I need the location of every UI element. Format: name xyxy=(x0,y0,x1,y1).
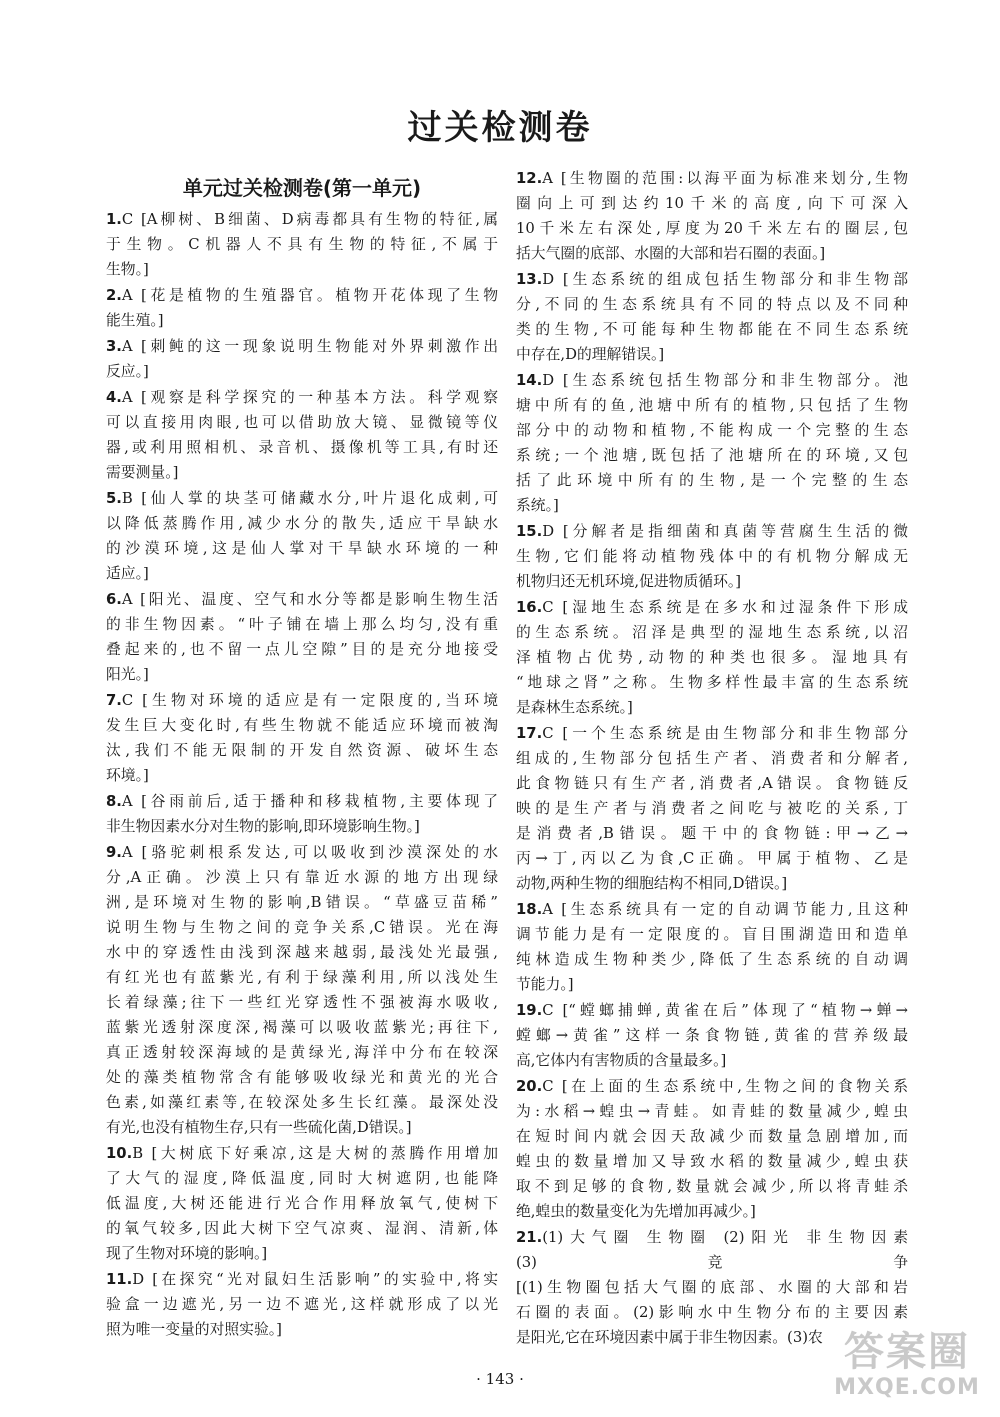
answer-line: 丙→丁,丙以乙为食,C正确。甲属于植物、乙是 xyxy=(516,850,908,867)
answer-line: 圈向上可到达约10千米的高度,向下可深入 xyxy=(516,195,908,212)
answer-number: 7. xyxy=(106,692,122,709)
answer-number: 2. xyxy=(106,287,122,304)
answer-line: 蝗虫的数量增加又导致水稻的数量减少,蝗虫获 xyxy=(516,1153,908,1170)
answer-item xyxy=(106,334,498,384)
answer-text: D [在探究“光对鼠妇生活影响”的实验中,将实 xyxy=(132,1271,498,1288)
answer-number: 18. xyxy=(516,901,543,918)
left-column xyxy=(106,160,498,1343)
answer-item xyxy=(516,1074,908,1224)
answer-item xyxy=(106,207,498,282)
answer-line: 螳螂→黄雀”这样一条食物链,黄雀的营养级最 xyxy=(516,1027,908,1044)
answer-text: A [生态系统具有一定的自动调节能力,且这种 xyxy=(542,901,908,918)
answer-first-line xyxy=(106,334,498,359)
answer-line: 在短时间内就会因天敌减少而数量急剧增加,而 xyxy=(516,1128,908,1145)
answer-line: 适应。] xyxy=(106,565,149,582)
answer-line: 中存在,D的理解错误。] xyxy=(516,346,665,363)
answer-text: A [花是植物的生殖器官。植物开花体现了生物 xyxy=(121,287,498,304)
section-title: 单元过关检测卷(第一单元) xyxy=(182,176,422,200)
answer-item xyxy=(516,721,908,896)
answer-line: 长着绿藻;往下一些红光穿透性不强被海水吸收, xyxy=(106,994,498,1011)
answer-number: 12. xyxy=(516,170,543,187)
answer-item xyxy=(516,998,908,1073)
answer-line: 验盒一边遮光,另一边不遮光,这样就形成了以光 xyxy=(106,1296,498,1313)
answer-line: 说明生物与生物之间的竞争关系,C错误。光在海 xyxy=(106,919,498,936)
answer-first-line xyxy=(516,595,908,620)
answer-line: 映的是生产者与消费者之间吃与被吃的关系,丁 xyxy=(516,800,908,817)
answer-first-line xyxy=(516,1074,908,1099)
page-title: 过关检测卷 xyxy=(407,108,593,148)
answer-text: A [生物圈的范围:以海平面为标准来划分,生物 xyxy=(542,170,908,187)
answer-first-line xyxy=(106,789,498,814)
answer-line: 动物,两种生物的细胞结构不相同,D错误。] xyxy=(516,875,788,892)
page-number: · 143 · xyxy=(476,1370,524,1388)
answer-item xyxy=(106,688,498,788)
answer-line: 取不到足够的食物,数量就会减少,所以将青蛙杀 xyxy=(516,1178,908,1195)
answer-text: A [阳光、温度、空气和水分等都是影响生物生活 xyxy=(121,591,498,608)
right-answer-list xyxy=(516,166,908,1350)
answer-first-line xyxy=(516,897,908,922)
answer-text: C [湿地生态系统是在多水和过湿条件下形成 xyxy=(542,599,908,616)
answer-line: 高,它体内有害物质的含量最多。] xyxy=(516,1052,727,1069)
answer-item xyxy=(516,267,908,367)
answer-first-line xyxy=(516,1225,908,1250)
answer-line: 阳光。] xyxy=(106,666,149,683)
answer-line: 低温度,大树还能进行光合作用释放氧气,使树下 xyxy=(106,1195,498,1212)
answer-number: 1. xyxy=(106,211,122,228)
answer-line: 了大气的湿度,降低温度,同时大树遮阴,也能降 xyxy=(106,1170,498,1187)
answer-first-line xyxy=(106,688,498,713)
answer-item xyxy=(106,840,498,1140)
answer-line: 是消费者,B错误。题干中的食物链:甲→乙→ xyxy=(516,825,908,842)
answer-line: 环境。] xyxy=(106,767,149,784)
answer-line: 分,A正确。沙漠上只有靠近水源的地方出现绿 xyxy=(106,869,498,886)
answer-line: 的沙漠环境,这是仙人掌对干旱缺水环境的一种 xyxy=(106,540,498,557)
answer-line: 生物。] xyxy=(106,261,149,278)
answer-number: 9. xyxy=(106,844,122,861)
answer-line: 塘中所有的鱼,池塘中所有的植物,只包括了生物 xyxy=(516,397,908,414)
answer-number: 16. xyxy=(516,599,543,616)
answer-text: D [生态系统的组成包括生物部分和非生物部 xyxy=(542,271,908,288)
watermark-top: 答案圈 xyxy=(844,1329,970,1375)
answer-line: 以降低蒸腾作用,减少水分的散失,适应干旱缺水 xyxy=(106,515,498,532)
answer-line: 有光,也没有植物生存,只有一些硫化菌,D错误。] xyxy=(106,1119,412,1136)
answer-item xyxy=(516,595,908,720)
answer-line: 洲,是环境对生物的影响,B错误。“草盛豆苗稀” xyxy=(106,894,498,911)
answer-line: 生物,它们能将动植物残体中的有机物分解成无 xyxy=(516,548,908,565)
answer-item xyxy=(516,519,908,594)
answer-item xyxy=(516,897,908,997)
answer-line: 调节能力是有一定限度的。盲目围湖造田和造单 xyxy=(516,926,908,943)
answer-line: 绝,蝗虫的数量变化为先增加再减少。] xyxy=(516,1203,756,1220)
answer-first-line xyxy=(516,368,908,393)
answer-first-line xyxy=(106,840,498,865)
answer-text: D [分解者是指细菌和真菌等营腐生生活的微 xyxy=(542,523,908,540)
answer-text: C [生物对环境的适应是有一定限度的,当环境 xyxy=(121,692,498,709)
answer-first-line xyxy=(106,587,498,612)
answer-line: 纯林造成生物种类少,降低了生态系统的自动调 xyxy=(516,951,908,968)
answer-line: 系统;一个池塘,既包括了池塘所在的环境,又包 xyxy=(516,447,908,464)
answer-line: 是阳光,它在环境因素中属于非生物因素。(3)农 xyxy=(516,1329,823,1346)
answer-line: 10千米左右深处,厚度为20千米左右的圈层,包 xyxy=(516,220,908,237)
answer-first-line xyxy=(106,1267,498,1292)
answer-line: 的氧气较多,因此大树下空气凉爽、湿润、清新,体 xyxy=(106,1220,498,1237)
right-column xyxy=(516,166,908,1351)
answer-first-line xyxy=(106,385,498,410)
answer-line: 蓝紫光透射深度深,褐藻可以吸收蓝紫光;再往下, xyxy=(106,1019,498,1036)
answer-line: 处的藻类植物常含有能够吸收绿光和黄光的光合 xyxy=(106,1069,498,1086)
answer-text: D [生态系统包括生物部分和非生物部分。池 xyxy=(542,372,908,389)
answer-number: 10. xyxy=(106,1145,133,1162)
answer-item xyxy=(516,368,908,518)
answer-line: 叠起来的,也不留一点儿空隙”目的是充分地接受 xyxy=(106,641,498,658)
answer-line: 于生物。C机器人不具有生物的特征,不属于 xyxy=(106,236,498,253)
answer-first-line xyxy=(516,519,908,544)
answer-line: 组成的,生物部分包括生产者、消费者和分解者, xyxy=(516,750,908,767)
answer-item xyxy=(106,283,498,333)
answer-first-line xyxy=(106,283,498,308)
answer-number: 4. xyxy=(106,389,122,406)
answer-line: 真正透射较深海域的是黄绿光,海洋中分布在较深 xyxy=(106,1044,498,1061)
answer-text: C [A柳树、B细菌、D病毒都具有生物的特征,属 xyxy=(121,211,498,228)
answer-line: 机物归还无机环境,促进物质循环。] xyxy=(516,573,742,590)
answer-line: 需要测量。] xyxy=(106,464,179,481)
answer-line: 反应。] xyxy=(106,363,149,380)
answer-number: 20. xyxy=(516,1078,543,1095)
answer-number: 3. xyxy=(106,338,122,355)
answer-text: B [大树底下好乘凉,这是大树的蒸腾作用增加 xyxy=(132,1145,498,1162)
answer-first-line xyxy=(106,1141,498,1166)
answer-line: 可以直接用肉眼,也可以借助放大镜、显微镜等仪 xyxy=(106,414,498,431)
answer-text: A [观察是科学探究的一种基本方法。科学观察 xyxy=(121,389,498,406)
answer-first-line xyxy=(106,207,498,232)
answer-item xyxy=(106,385,498,485)
answer-line: 能生殖。] xyxy=(106,312,164,329)
answer-first-line xyxy=(516,721,908,746)
answer-line: 节能力。] xyxy=(516,976,574,993)
answer-line: 括了此环境中所有的生物,是一个完整的生态 xyxy=(516,472,908,489)
answer-item xyxy=(106,789,498,839)
answer-line: “地球之肾”之称。生物多样性最丰富的生态系统 xyxy=(516,674,908,691)
answer-line: 照为唯一变量的对照实验。] xyxy=(106,1321,282,1338)
answer-line: 为:水稻→蝗虫→青蛙。如青蛙的数量减少,蝗虫 xyxy=(516,1103,908,1120)
answer-text: A [谷雨前后,适于播种和移栽植物,主要体现了 xyxy=(121,793,498,810)
answer-number: 19. xyxy=(516,1002,543,1019)
answer-item xyxy=(516,166,908,266)
answer-item xyxy=(106,1141,498,1266)
answer-line: 汰,我们不能无限制的开发自然资源、破坏生态 xyxy=(106,742,498,759)
answer-number: 6. xyxy=(106,591,122,608)
answer-line: 分,不同的生态系统具有不同的特点以及不同种 xyxy=(516,296,908,313)
watermark-bottom: MXQE.COM xyxy=(834,1375,980,1400)
answer-number: 8. xyxy=(106,793,122,810)
answer-number: 11. xyxy=(106,1271,133,1288)
answer-line: 器,或利用照相机、录音机、摄像机等工具,有时还 xyxy=(106,439,498,456)
answer-first-line xyxy=(516,166,908,191)
answer-number: 14. xyxy=(516,372,543,389)
answer-number: 13. xyxy=(516,271,543,288)
answer-line: 发生巨大变化时,有些生物就不能适应环境而被淘 xyxy=(106,717,498,734)
answer-line: [(1)生物圈包括大气圈的底部、水圈的大部和岩 xyxy=(516,1279,908,1296)
answer-first-line xyxy=(516,267,908,292)
answer-line: 水中的穿透性由浅到深越来越弱,最浅处光最强, xyxy=(106,944,498,961)
answer-first-line xyxy=(106,486,498,511)
answer-item xyxy=(106,587,498,687)
left-answer-list xyxy=(106,207,498,1342)
answer-text: B [仙人掌的块茎可储藏水分,叶片退化成刺,可 xyxy=(121,490,498,507)
answer-text: C [在上面的生态系统中,生物之间的食物关系 xyxy=(542,1078,908,1095)
answer-line: 的非生物因素。“叶子铺在墙上那么均匀,没有重 xyxy=(106,616,498,633)
answer-number: 15. xyxy=(516,523,543,540)
answer-first-line xyxy=(516,998,908,1023)
answer-line: 是森林生态系统。] xyxy=(516,699,633,716)
answer-text: A [骆驼刺根系发达,可以吸收到沙漠深处的水 xyxy=(121,844,498,861)
answer-line: 类的生物,不可能每种生物都能在不同生态系统 xyxy=(516,321,908,338)
answer-line: 括大气圈的底部、水圈的大部和岩石圈的表面。] xyxy=(516,245,826,262)
answer-line: 泽植物占优势,动物的种类也很多。湿地具有 xyxy=(516,649,908,666)
answer-item xyxy=(106,486,498,586)
answer-line: (3)竞争 xyxy=(516,1254,908,1271)
answer-line: 色素,如藻红素等,在较深处多生长红藻。最深处没 xyxy=(106,1094,498,1111)
answer-line: 现了生物对环境的影响。] xyxy=(106,1245,268,1262)
answer-line: 此食物链只有生产者,消费者,A错误。食物链反 xyxy=(516,775,908,792)
watermark-logo xyxy=(822,1329,992,1409)
answer-line: 部分中的动物和植物,不能构成一个完整的生态 xyxy=(516,422,908,439)
answer-text: C [“螳螂捕蝉,黄雀在后”体现了“植物→蝉→ xyxy=(542,1002,908,1019)
answer-text: (1)大气圈 生物圈 (2)阳光 非生物因素 xyxy=(542,1229,908,1246)
answer-line: 非生物因素水分对生物的影响,即环境影响生物。] xyxy=(106,818,420,835)
answer-number: 17. xyxy=(516,725,543,742)
answer-line: 有红光也有蓝紫光,有利于绿藻利用,所以浅处生 xyxy=(106,969,498,986)
answer-number: 5. xyxy=(106,490,122,507)
answer-item xyxy=(106,1267,498,1342)
answer-line: 石圈的表面。(2)影响水中生物分布的主要因素 xyxy=(516,1304,908,1321)
answer-number: 21. xyxy=(516,1229,543,1246)
answer-line: 的生态系统。沼泽是典型的湿地生态系统,以沼 xyxy=(516,624,908,641)
answer-text: A [刺鲀的这一现象说明生物能对外界刺激作出 xyxy=(121,338,498,355)
answer-line: 系统。] xyxy=(516,497,559,514)
answer-text: C [一个生态系统是由生物部分和非生物部分 xyxy=(542,725,908,742)
